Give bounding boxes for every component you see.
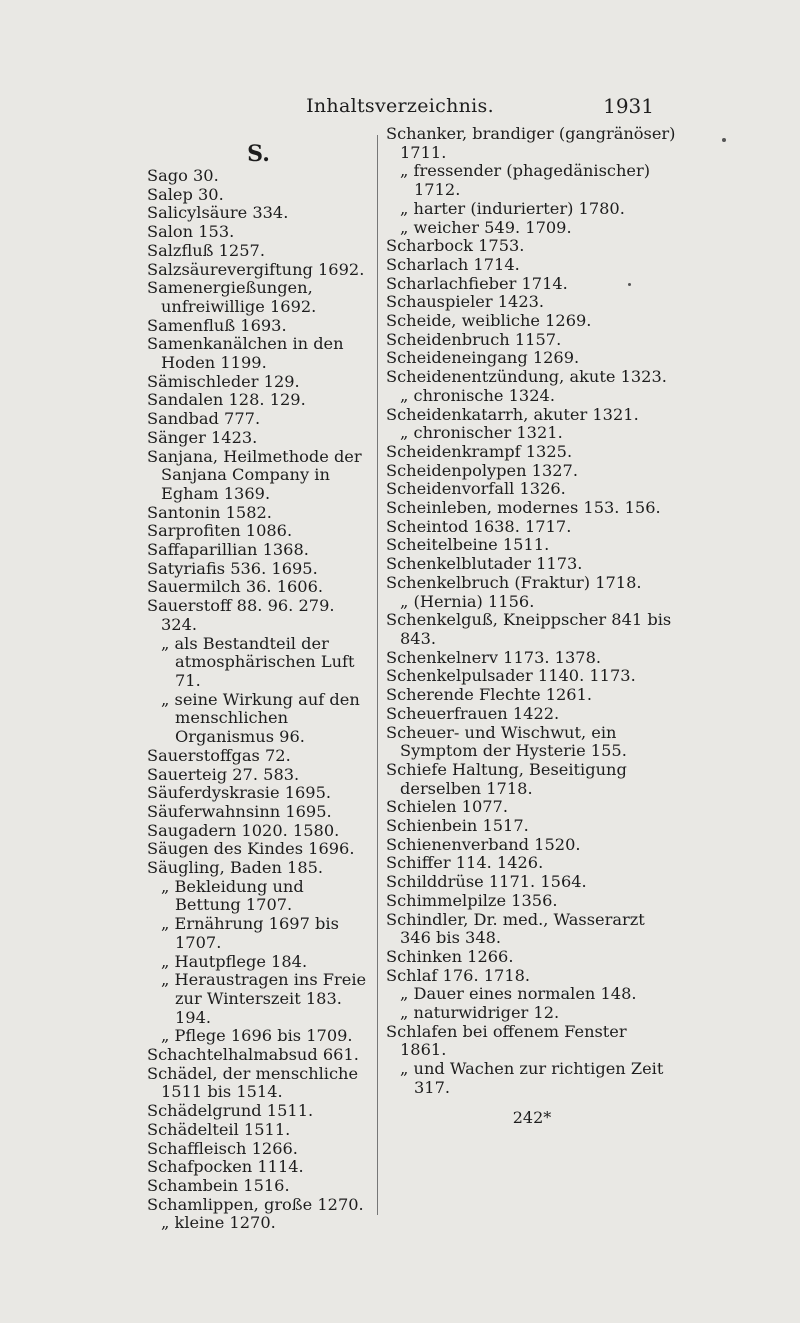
right-entry-list	[386, 125, 678, 1098]
index-entry: Sandbad 777.	[147, 409, 261, 429]
index-entry: Schaffleisch 1266.	[147, 1138, 298, 1158]
index-entry: Sämischleder 129.	[147, 371, 300, 391]
page-number: 1931	[603, 94, 654, 118]
index-entry: „ Ernährung 1697 bis 1707.	[161, 914, 339, 952]
index-entry: Schiffer 114. 1426.	[386, 853, 544, 873]
index-entry: Sänger 1423.	[147, 427, 258, 447]
index-entry: Schenkelpulsader 1140. 1173.	[386, 666, 636, 686]
index-entry: Scheuer- und Wischwut, ein Symptom der Hysterie 155.	[386, 722, 627, 761]
index-entry: Schenkelblutader 1173.	[386, 554, 583, 574]
index-entry: Satyriafis 536. 1695.	[147, 558, 318, 578]
index-entry: Sago 30.	[147, 166, 219, 185]
index-entry: Sauerteig 27. 583.	[147, 764, 300, 784]
index-entry: Scheintod 1638. 1717.	[386, 516, 572, 536]
index-entry: Schienenverband 1520.	[386, 834, 581, 854]
index-entry: Salzsäurevergiftung 1692.	[147, 259, 365, 279]
index-entry: Schenkelbruch (Fraktur) 1718.	[386, 572, 642, 592]
index-entry: Schamlippen, große 1270.	[147, 1194, 364, 1214]
index-entry: „ weicher 549. 1709.	[400, 217, 572, 237]
index-entry: „ harter (indurierter) 1780.	[400, 198, 625, 218]
index-entry: Saffaparillian 1368.	[147, 540, 309, 560]
index-entry: Schädel, der menschliche 1511 bis 1514.	[147, 1063, 359, 1102]
index-entry: „ und Wachen zur richtigen Zeit 317.	[400, 1059, 664, 1097]
index-entry: Schienbein 1517.	[386, 816, 529, 836]
index-entry: Säuferwahnsinn 1695.	[147, 801, 332, 821]
index-entry: Scheidenkatarrh, akuter 1321.	[386, 404, 639, 424]
index-entry: Säuferdyskrasie 1695.	[147, 783, 332, 803]
index-entry: Samenergießungen, unfreiwillige 1692.	[147, 278, 317, 316]
index-entry: Säugen des Kindes 1696.	[147, 839, 355, 859]
index-entry: Schenkelnerv 1173. 1378.	[386, 647, 602, 667]
index-entry: Schambein 1516.	[147, 1175, 290, 1195]
index-entry: Schenkelguß, Kneippscher 841 bis 843.	[386, 610, 672, 648]
index-entry: Schindler, Dr. med., Wasserarzt 346 bis 348.	[386, 909, 645, 948]
speck-mark	[722, 138, 726, 142]
left-entry-list	[147, 167, 370, 1233]
index-entry: „ als Bestandteil der atmosphärischen Luft 71.	[161, 633, 355, 690]
index-entry: Santonin 1582.	[147, 502, 272, 522]
index-entry: Samenfluß 1693.	[147, 315, 287, 335]
index-entry: Sauerstoff 88. 96. 279. 324.	[147, 596, 335, 634]
left-column	[147, 125, 370, 1233]
right-column	[386, 125, 678, 1127]
index-entry: Salon 153.	[147, 222, 235, 242]
index-entry: „ Bekleidung und Bettung 1707.	[161, 876, 304, 915]
index-entry: Schachtelhalmabsud 661.	[147, 1045, 359, 1065]
index-entry: „ seine Wirkung auf den menschlichen Organismus 96.	[161, 689, 360, 747]
index-entry: Schielen 1077.	[386, 797, 509, 817]
index-entry: Schinken 1266.	[386, 946, 514, 966]
index-entry: „ fressender (phagedänischer) 1712.	[400, 161, 651, 200]
index-entry: Scheide, weibliche 1269.	[386, 311, 592, 331]
index-entry: Salicylsäure 334.	[147, 203, 289, 223]
index-entry: Scherende Flechte 1261.	[386, 685, 593, 705]
index-entry: Scheitelbeine 1511.	[386, 535, 550, 555]
index-entry: Scheidenbruch 1157.	[386, 329, 562, 349]
index-entry: Scheidenentzündung, akute 1323.	[386, 367, 667, 387]
running-header-title: Inhaltsverzeichnis.	[306, 95, 494, 117]
index-entry: Schlafen bei offenem Fenster 1861.	[386, 1021, 627, 1060]
index-entry: Scheideneingang 1269.	[386, 348, 580, 368]
index-entry: Schafpocken 1114.	[147, 1157, 304, 1177]
index-entry: Schiefe Haltung, Beseitigung derselben 1718.	[386, 759, 627, 798]
index-entry: Scheuerfrauen 1422.	[386, 703, 560, 723]
index-entry: Scheidenkrampf 1325.	[386, 441, 573, 461]
speck-mark	[628, 283, 631, 286]
index-entry: Scharlach 1714.	[386, 254, 520, 274]
index-entry: Saugadern 1020. 1580.	[147, 820, 340, 840]
index-entry: Schädelteil 1511.	[147, 1119, 291, 1139]
index-entry: Schlaf 176. 1718.	[386, 965, 531, 985]
index-entry: „ kleine 1270.	[161, 1213, 276, 1233]
index-entry: Säugling, Baden 185.	[147, 858, 324, 878]
index-entry: „ Pflege 1696 bis 1709.	[161, 1026, 353, 1046]
index-entry: Salzfluß 1257.	[147, 240, 265, 260]
index-entry: Salep 30.	[147, 184, 224, 204]
index-entry: „ Heraustragen ins Freie zur Winterszeit 183. 194.	[161, 970, 367, 1027]
index-entry: Sandalen 128. 129.	[147, 390, 306, 410]
index-entry: Sarprofiten 1086.	[147, 521, 293, 541]
index-entry: Scheinleben, modernes 153. 156.	[386, 498, 661, 518]
signature-mark: 242*	[512, 1107, 552, 1127]
index-entry: Sauerstoffgas 72.	[147, 745, 291, 765]
index-entry: Scharlachfieber 1714.	[386, 273, 568, 293]
index-entry: „ Dauer eines normalen 148.	[400, 984, 637, 1004]
index-entry: „ Hautpflege 184.	[161, 951, 308, 971]
section-letter: S.	[247, 141, 270, 167]
index-entry: „ chronischer 1321.	[400, 423, 563, 443]
index-entry: Schilddrüse 1171. 1564.	[386, 872, 587, 892]
index-entry: Sauermilch 36. 1606.	[147, 577, 324, 597]
index-entry: „ (Hernia) 1156.	[400, 591, 535, 611]
index-entry: Schädelgrund 1511.	[147, 1101, 314, 1121]
index-entry: Schimmelpilze 1356.	[386, 890, 558, 910]
index-entry: „ chronische 1324.	[400, 385, 555, 405]
index-entry: Scheidenvorfall 1326.	[386, 479, 566, 499]
index-entry: Sanjana, Heilmethode der Sanjana Company in Egham 1369.	[147, 446, 362, 503]
index-entry: Samenkanälchen in den Hoden 1199.	[147, 334, 344, 373]
index-entry: Schauspieler 1423.	[386, 292, 545, 312]
index-entry: Scheidenpolypen 1327.	[386, 460, 578, 480]
index-entry: Scharbock 1753.	[386, 236, 525, 256]
index-entry: „ naturwidriger 12.	[400, 1003, 560, 1023]
index-entry: Schanker, brandiger (gangränöser) 1711.	[386, 124, 676, 162]
column-divider	[377, 135, 378, 1215]
